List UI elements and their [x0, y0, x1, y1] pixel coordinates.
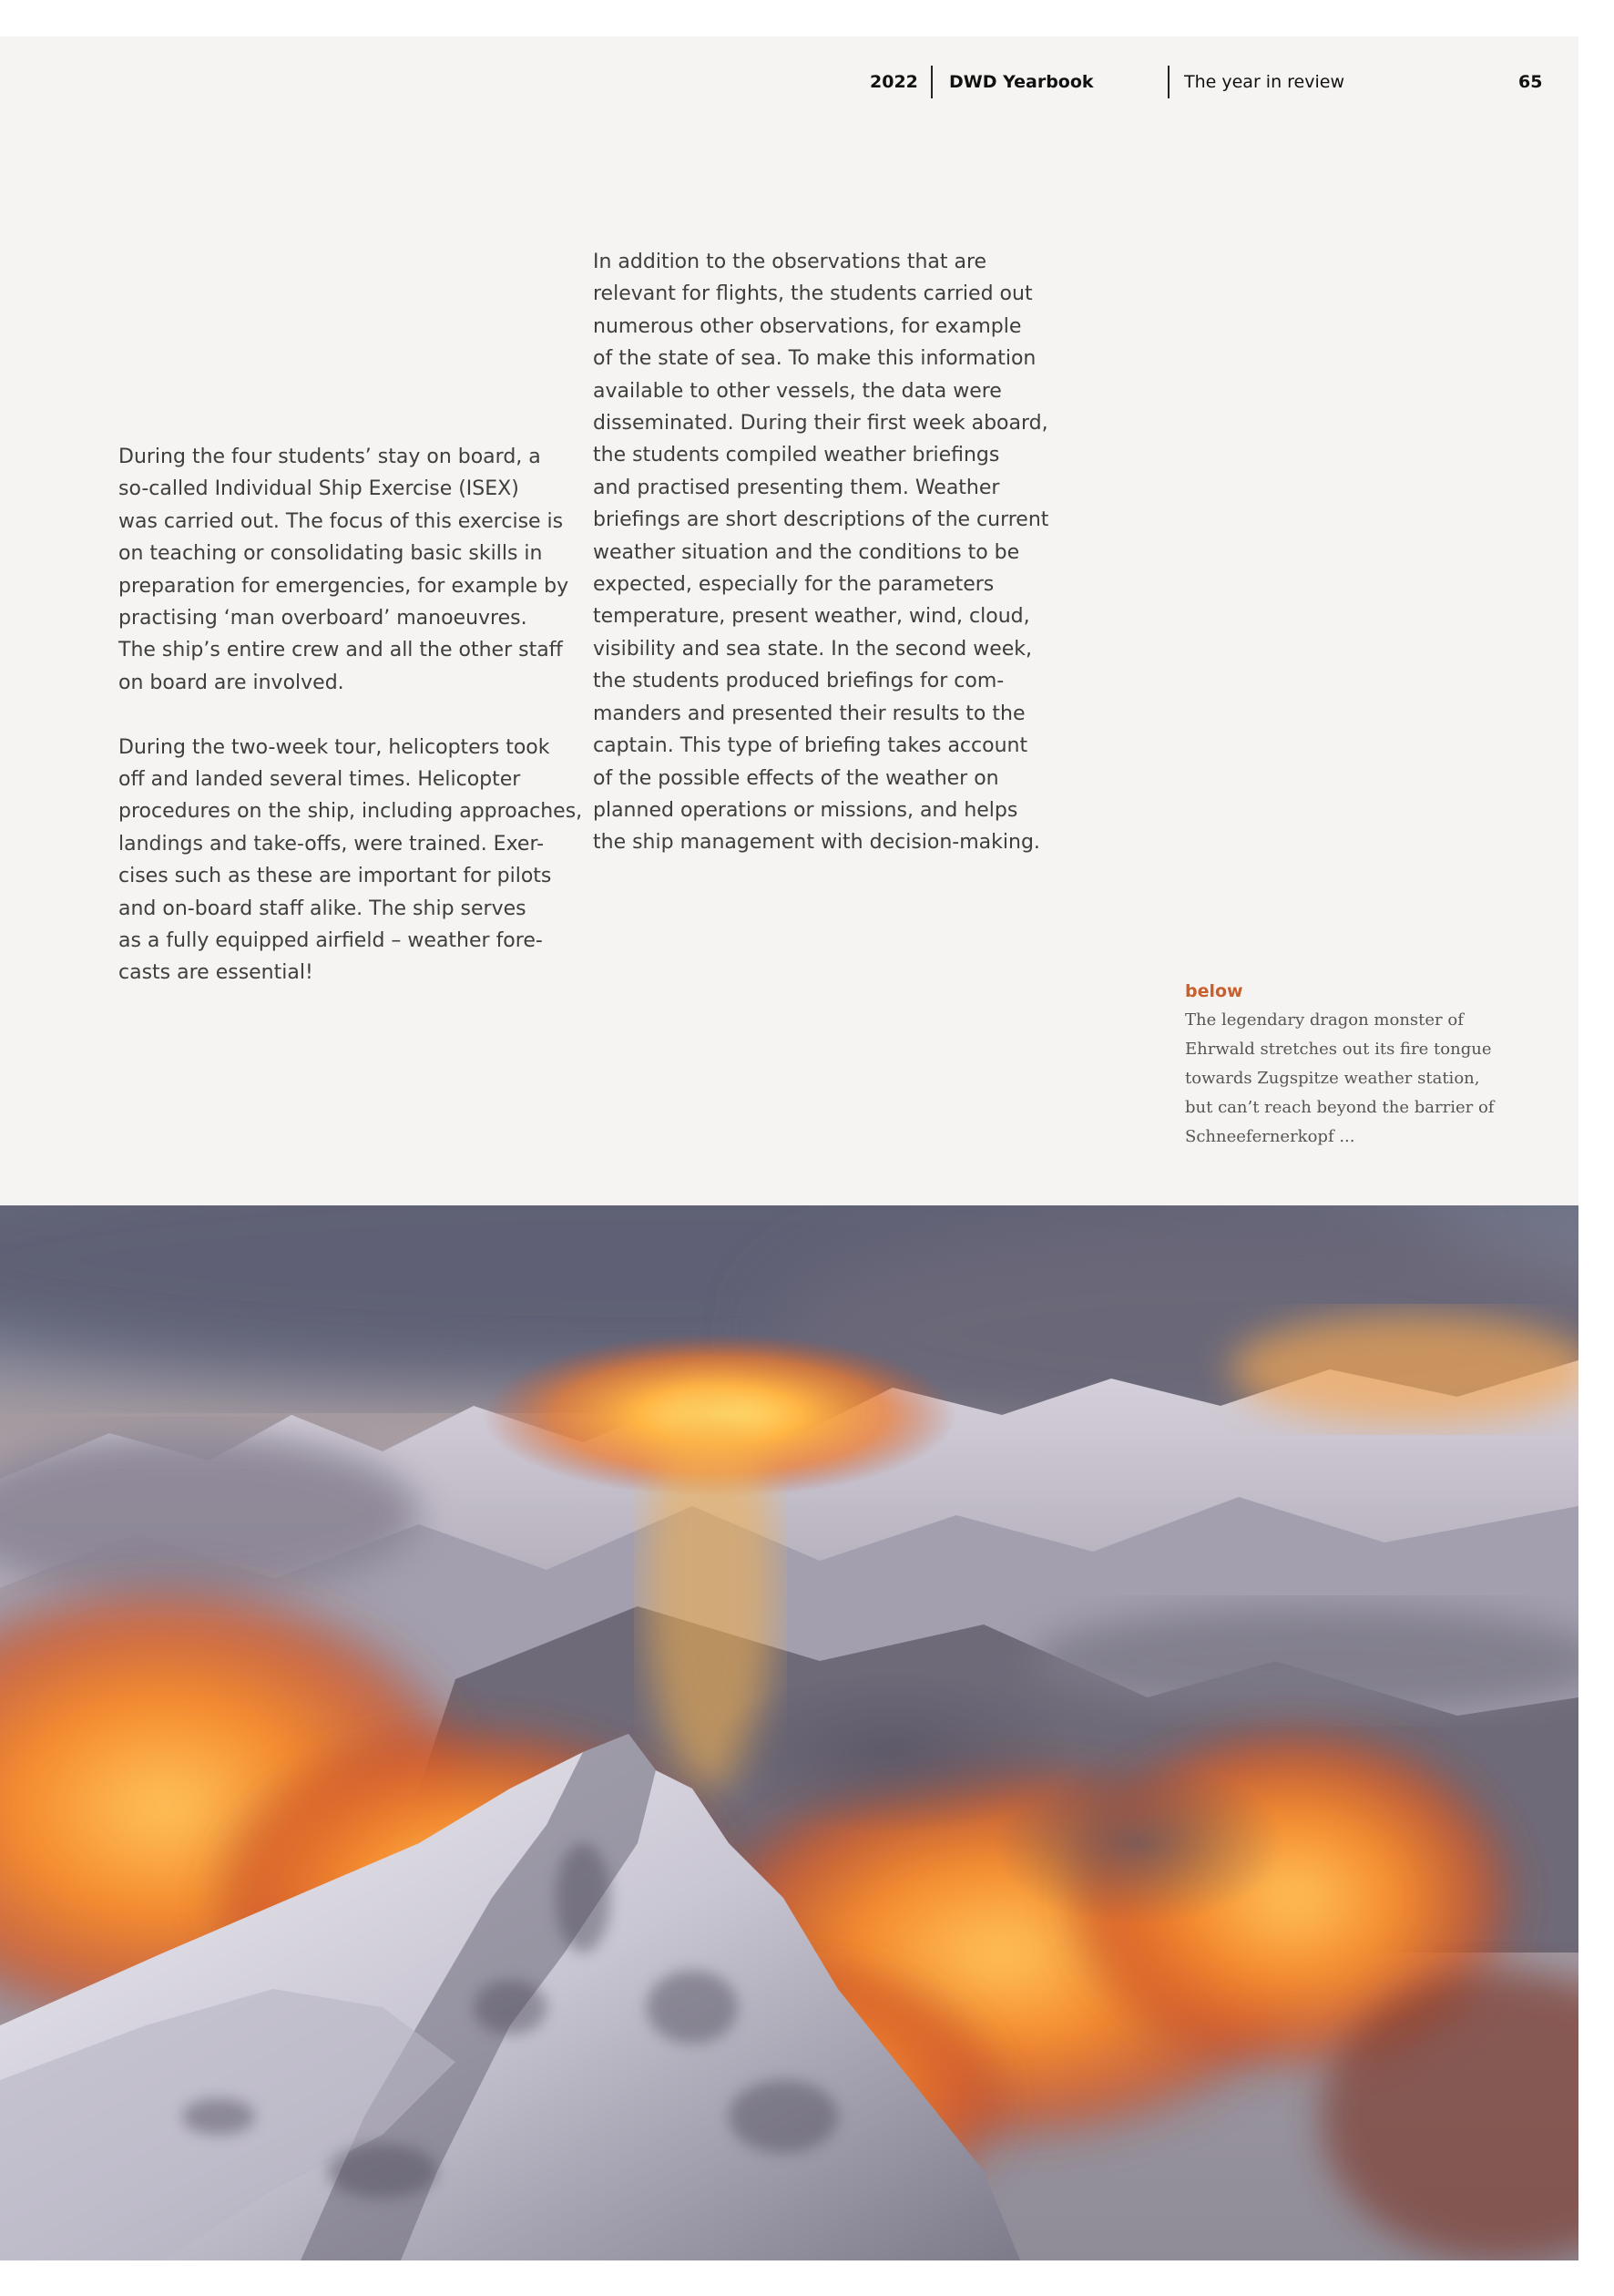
text-line: as a fully equipped airfield – weather fore-	[118, 929, 543, 953]
text-line: of the possible effects of the weather on	[593, 766, 999, 790]
text-line: was carried out. The focus of this exercise is	[118, 509, 564, 533]
page-number: 65	[1518, 72, 1543, 92]
text-line: expected, especially for the parameters	[593, 573, 995, 597]
photo-illustration	[0, 1205, 1578, 2260]
caption-line: Schneefernerkopf ...	[1185, 1127, 1355, 1146]
caption-line: towards Zugspitze weather station,	[1185, 1069, 1480, 1088]
text-line: temperature, present weather, wind, cloud,	[593, 605, 1030, 629]
text-line: cises such as these are important for pilots	[118, 865, 552, 888]
text-line: visibility and sea state. In the second week,	[593, 637, 1032, 661]
caption-text	[1185, 1006, 1494, 1152]
caption-line: The legendary dragon monster of	[1185, 1010, 1464, 1030]
left-text-column	[118, 441, 582, 989]
text-line: the students produced briefings for com-	[593, 670, 1005, 693]
text-line: available to other vessels, the data were	[593, 379, 1002, 403]
text-line: on board are involved.	[118, 671, 344, 694]
text-line: on teaching or consolidating basic skills in	[118, 542, 543, 566]
body-paragraph	[118, 732, 582, 989]
text-line: The ship’s entire crew and all the other staff	[118, 639, 563, 662]
text-line: the ship management with decision-making.	[593, 831, 1040, 855]
text-line: relevant for flights, the students carried out	[593, 282, 1033, 306]
body-paragraph	[118, 441, 582, 699]
text-line: of the state of sea. To make this information	[593, 347, 1037, 371]
header-year: 2022	[870, 72, 918, 92]
text-line: disseminated. During their first week aboard,	[593, 412, 1048, 436]
text-line: preparation for emergencies, for example by	[118, 574, 569, 598]
text-line: weather situation and the conditions to be	[593, 540, 1020, 564]
text-line: numerous other observations, for example	[593, 314, 1022, 338]
text-line: In addition to the observations that are	[593, 251, 987, 273]
text-line: and on-board staff alike. The ship serves	[118, 897, 526, 920]
text-line: practising ‘man overboard’ manoeuvres.	[118, 607, 527, 630]
text-line: so-called Individual Ship Exercise (ISEX)	[118, 477, 519, 501]
middle-text-column	[593, 246, 1048, 859]
header-divider	[931, 66, 933, 98]
caption-label: below	[1185, 981, 1243, 1001]
text-line: captain. This type of briefing takes account	[593, 734, 1028, 758]
text-line: the students compiled weather briefings	[593, 444, 1000, 467]
mountain-sunset-photo	[0, 1205, 1578, 2260]
text-line: procedures on the ship, including approaches,	[118, 800, 583, 824]
text-line: and practised presenting them. Weather	[593, 476, 1000, 499]
text-line: briefings are short descriptions of the current	[593, 508, 1049, 532]
photo-caption	[1185, 977, 1494, 1152]
text-line: During the two-week tour, helicopters took	[118, 735, 550, 759]
caption-line: Ehrwald stretches out its fire tongue	[1185, 1040, 1492, 1059]
text-line: casts are essential!	[118, 961, 313, 985]
text-line: manders and presented their results to the	[593, 702, 1026, 725]
text-line: planned operations or missions, and helps	[593, 798, 1018, 822]
body-paragraph	[593, 246, 1048, 859]
header-publication: DWD Yearbook	[949, 72, 1094, 92]
header-divider	[1168, 66, 1170, 98]
text-line: During the four students’ stay on board, a	[118, 446, 541, 468]
caption-line: but can’t reach beyond the barrier of	[1185, 1098, 1495, 1117]
header-section: The year in review	[1184, 72, 1345, 92]
text-line: landings and take-offs, were trained. Exer-	[118, 832, 545, 856]
text-line: off and landed several times. Helicopter	[118, 768, 521, 792]
